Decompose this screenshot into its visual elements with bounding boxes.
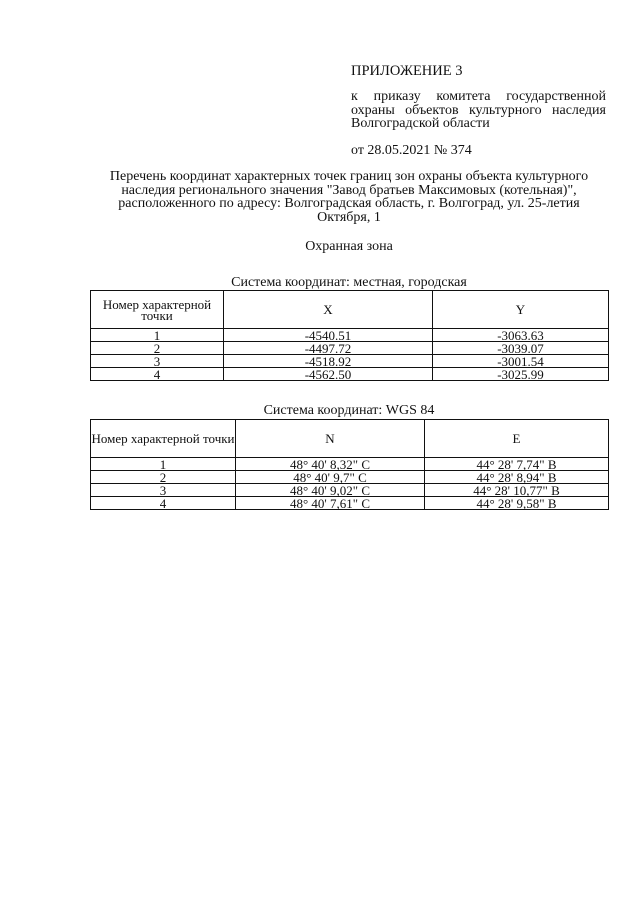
cell-x: -4540.51 (224, 329, 433, 342)
cell-e: 44° 28' 10,77" В (425, 484, 609, 497)
cell-x: -4497.72 (224, 342, 433, 355)
cell-point: 2 (91, 471, 236, 484)
cell-point: 1 (91, 458, 236, 471)
cell-n: 48° 40' 8,32" С (236, 458, 425, 471)
cell-point: 4 (91, 368, 224, 381)
header-n: N (236, 420, 425, 458)
cell-point: 3 (91, 484, 236, 497)
zone-title: Охранная зона (305, 239, 393, 254)
cell-point: 1 (91, 329, 224, 342)
appendix-title: ПРИЛОЖЕНИЕ 3 (351, 63, 463, 79)
cell-point: 3 (91, 355, 224, 368)
table-row (91, 497, 609, 510)
cell-n: 48° 40' 9,02" С (236, 484, 425, 497)
cell-e: 44° 28' 7,74" В (425, 458, 609, 471)
table-row (91, 329, 609, 342)
table-header-row (91, 291, 609, 329)
table-row (91, 471, 609, 484)
table-row (91, 458, 609, 471)
cell-e: 44° 28' 9,58" В (425, 497, 609, 510)
order-date: от 28.05.2021 № 374 (351, 143, 472, 158)
cell-y: -3001.54 (433, 355, 609, 368)
cell-point: 2 (91, 342, 224, 355)
table-row (91, 368, 609, 381)
table-wgs-caption: Система координат: WGS 84 (263, 403, 435, 418)
header-point-number: Номер характерной точки (91, 420, 236, 458)
table-row (91, 342, 609, 355)
cell-n: 48° 40' 7,61" С (236, 497, 425, 510)
table-wgs-coordinates (90, 419, 609, 510)
header-x: X (224, 291, 433, 329)
cell-y: -3063.63 (433, 329, 609, 342)
cell-n: 48° 40' 9,7" С (236, 471, 425, 484)
order-reference: к приказу комитета государственной охраны объектов культурного наследия Волгоградской области (351, 89, 606, 131)
table-header-row (91, 420, 609, 458)
table-local-caption: Система координат: местная, городская (231, 275, 467, 290)
cell-e: 44° 28' 8,94" В (425, 471, 609, 484)
cell-point: 4 (91, 497, 236, 510)
cell-y: -3025.99 (433, 368, 609, 381)
table-local-coordinates (90, 290, 609, 381)
cell-x: -4562.50 (224, 368, 433, 381)
cell-y: -3039.07 (433, 342, 609, 355)
table-row (91, 484, 609, 497)
header-e: E (425, 420, 609, 458)
document-heading: Перечень координат характерных точек границ зон охраны объекта культурного наследия регионального значения "Завод братьев Максимовых (котельная)", расположенного по адресу: Волгоградская область, г. Волгоград, ул. 25-летия Октября, 1 (109, 169, 589, 225)
cell-x: -4518.92 (224, 355, 433, 368)
header-y: Y (433, 291, 609, 329)
header-point-number: Номер характерной точки (91, 291, 224, 329)
table-row (91, 355, 609, 368)
